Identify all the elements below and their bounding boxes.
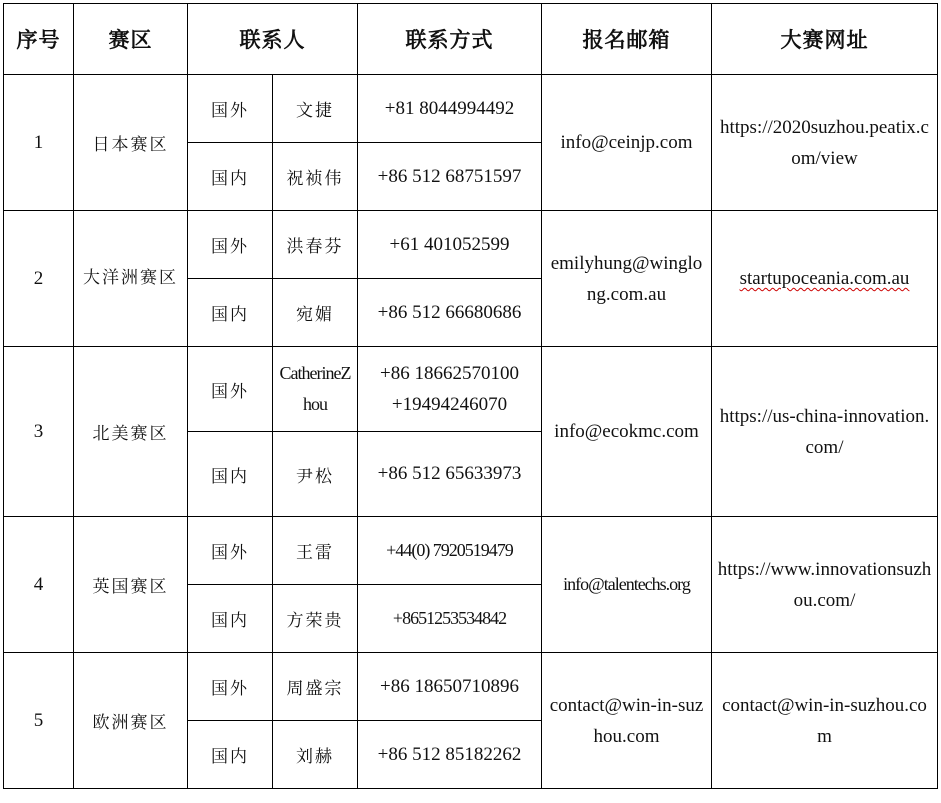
- contact-person: 王雷: [273, 517, 358, 585]
- contact-phone: +81 8044994492: [358, 75, 542, 143]
- region-number: 4: [4, 517, 74, 653]
- region-number: 3: [4, 347, 74, 517]
- website-link[interactable]: https://www.innovationsuzhou.com/: [712, 517, 938, 653]
- contact-side: 国外: [188, 517, 273, 585]
- website-link[interactable]: https://2020suzhou.peatix.com/view: [712, 75, 938, 211]
- region-name: 日本赛区: [74, 75, 188, 211]
- contact-phone: +86 512 66680686: [358, 279, 542, 347]
- table-row: [4, 211, 938, 279]
- contact-side: 国内: [188, 721, 273, 789]
- table-row: [4, 517, 938, 585]
- header-contact-method: 联系方式: [358, 4, 542, 75]
- region-name: 大洋洲赛区: [74, 211, 188, 347]
- contact-person: 方荣贵: [273, 585, 358, 653]
- region-name: 英国赛区: [74, 517, 188, 653]
- contact-phone: +8651253534842: [358, 585, 542, 653]
- header-row: [4, 4, 938, 75]
- header-website: 大赛网址: [712, 4, 938, 75]
- contact-phone: +61 401052599: [358, 211, 542, 279]
- contact-person: 文捷: [273, 75, 358, 143]
- contact-table: [3, 3, 938, 789]
- header-contact-person: 联系人: [188, 4, 358, 75]
- region-name: 欧洲赛区: [74, 653, 188, 789]
- contact-phone: +86 18650710896: [358, 653, 542, 721]
- email-link[interactable]: emilyhung@winglong.com.au: [542, 211, 712, 347]
- header-index: 序号: [4, 4, 74, 75]
- contact-person: 周盛宗: [273, 653, 358, 721]
- contact-person: CatherineZhou: [273, 347, 358, 432]
- contact-side: 国外: [188, 75, 273, 143]
- region-name: 北美赛区: [74, 347, 188, 517]
- email-link[interactable]: info@ceinjp.com: [542, 75, 712, 211]
- contact-phone: +86 18662570100 +19494246070: [358, 347, 542, 432]
- contact-side: 国内: [188, 585, 273, 653]
- header-region: 赛区: [74, 4, 188, 75]
- contact-side: 国内: [188, 432, 273, 517]
- contact-phone: +86 512 68751597: [358, 143, 542, 211]
- contact-side: 国外: [188, 653, 273, 721]
- table-row: [4, 653, 938, 721]
- contact-phone: +44(0) 7920519479: [358, 517, 542, 585]
- website-cell: [712, 211, 938, 347]
- contact-side: 国外: [188, 347, 273, 432]
- contact-person: 尹松: [273, 432, 358, 517]
- contact-person: 祝祯伟: [273, 143, 358, 211]
- website-link[interactable]: contact@win-in-suzhou.com: [712, 653, 938, 789]
- email-link[interactable]: info@talentechs.org: [542, 517, 712, 653]
- table-row: [4, 347, 938, 432]
- website-link[interactable]: startupoceania.com.au: [739, 268, 910, 289]
- table-row: [4, 75, 938, 143]
- region-number: 2: [4, 211, 74, 347]
- contact-person: 洪春芬: [273, 211, 358, 279]
- contact-phone: +86 512 85182262: [358, 721, 542, 789]
- email-link[interactable]: contact@win-in-suzhou.com: [542, 653, 712, 789]
- contact-phone: +86 512 65633973: [358, 432, 542, 517]
- contact-side: 国外: [188, 211, 273, 279]
- contact-person: 宛媚: [273, 279, 358, 347]
- region-number: 5: [4, 653, 74, 789]
- website-link[interactable]: https://us-china-innovation.com/: [712, 347, 938, 517]
- contact-person: 刘赫: [273, 721, 358, 789]
- region-number: 1: [4, 75, 74, 211]
- contact-side: 国内: [188, 143, 273, 211]
- contact-side: 国内: [188, 279, 273, 347]
- header-email: 报名邮箱: [542, 4, 712, 75]
- email-link[interactable]: info@ecokmc.com: [542, 347, 712, 517]
